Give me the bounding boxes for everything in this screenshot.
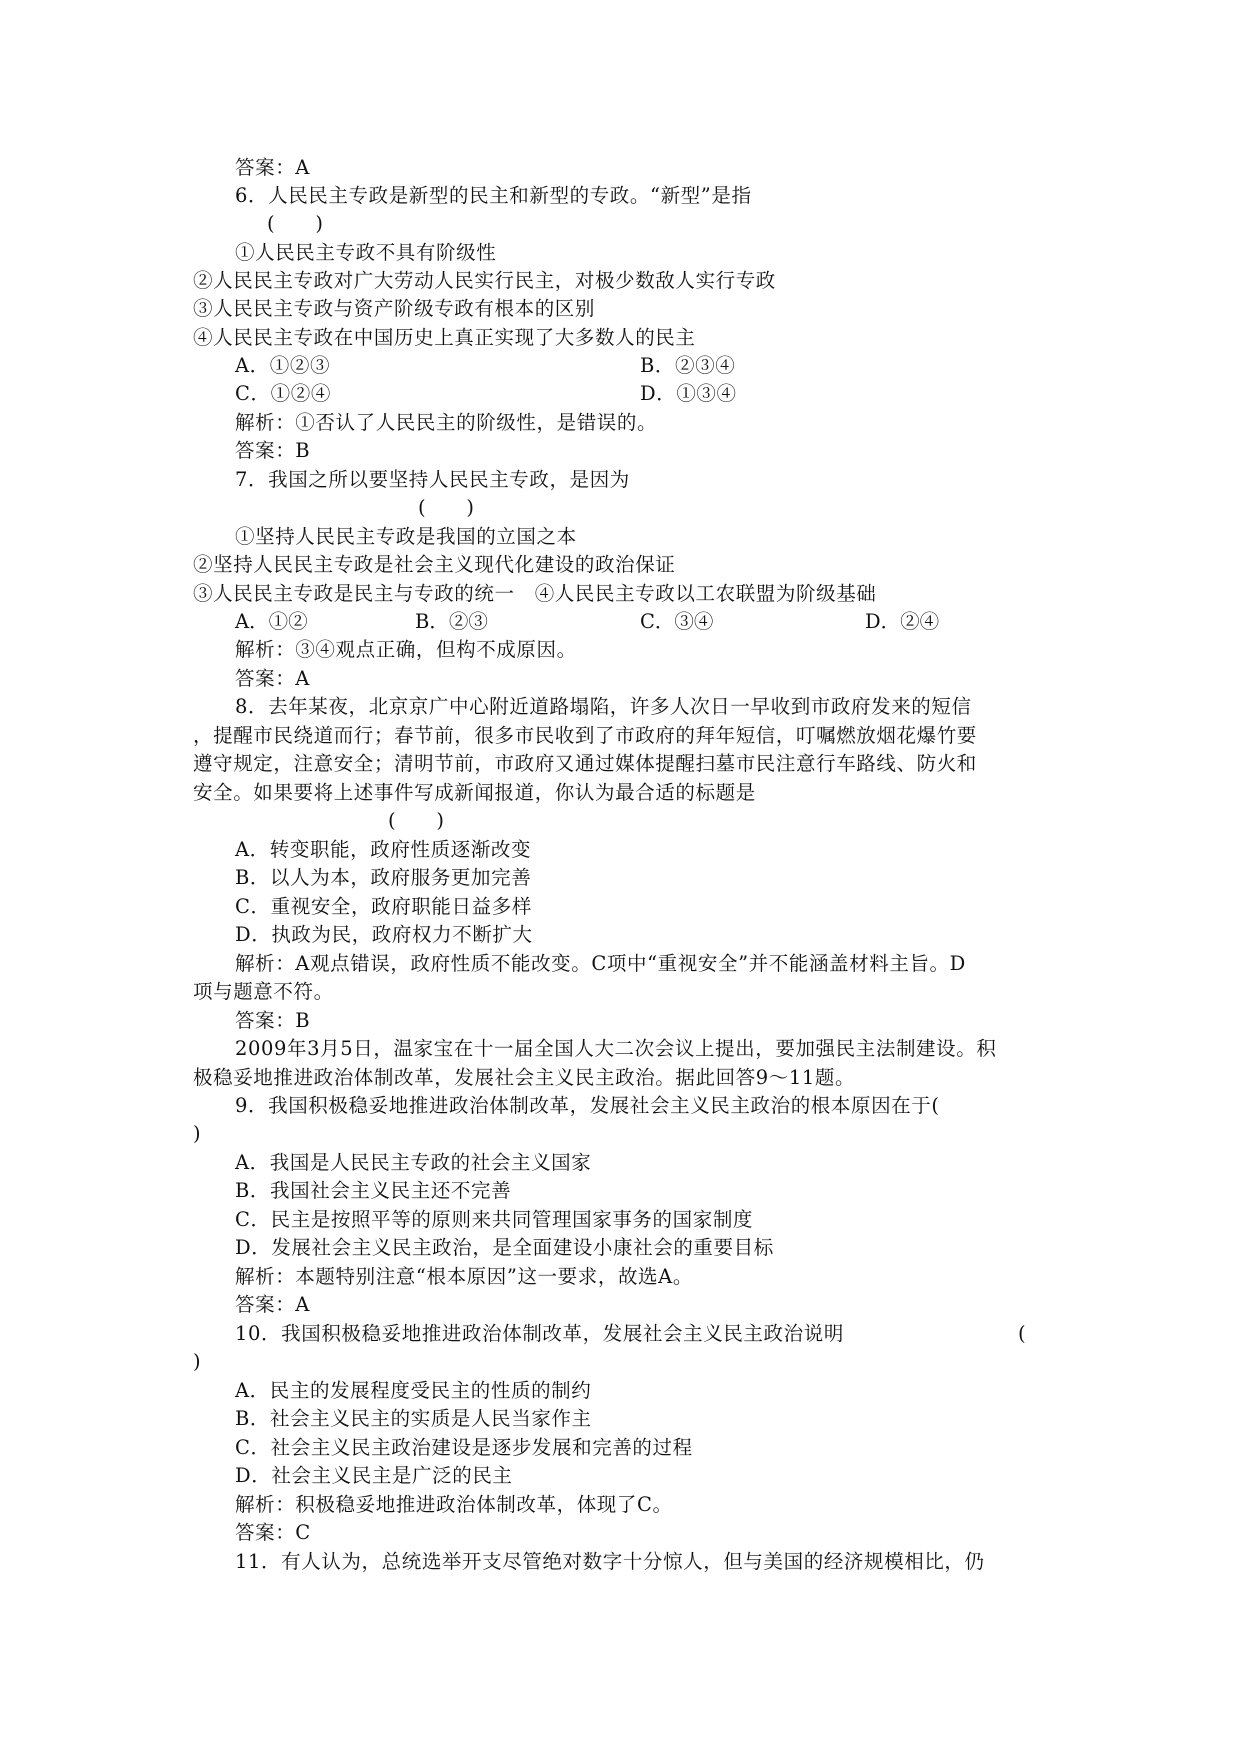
option-c: C．社会主义民主政治建设是逐步发展和完善的过程 (235, 1436, 693, 1459)
statement-item: ②坚持人民民主专政是社会主义现代化建设的政治保证 (193, 553, 676, 576)
analysis-line: 解析：①否认了人民民主的阶级性，是错误的。 (235, 411, 658, 434)
statement-item: ④人民民主专政在中国历史上真正实现了大多数人的民主 (193, 326, 696, 349)
option-d: D．社会主义民主是广泛的民主 (235, 1464, 513, 1487)
analysis-line-cont: 项与题意不符。 (193, 980, 334, 1003)
option-d: D．②④ (865, 610, 940, 633)
material-intro: 2009年3月5日，温家宝在十一届全国人大二次会议上提出，要加强民主法制建设。积 (235, 1037, 997, 1060)
option-b: B．②③ (415, 610, 488, 633)
analysis-line: 解析：A观点错误，政府性质不能改变。C项中“重视安全”并不能涵盖材料主旨。D (235, 952, 966, 975)
option-d: D．①③④ (640, 382, 737, 405)
statement-item: ②人民民主专政对广大劳动人民实行民主，对极少数敌人实行专政 (193, 269, 776, 292)
answer-blank: ) (193, 1122, 202, 1145)
question-8-cont: 安全。如果要将上述事件写成新闻报道，你认为最合适的标题是 (193, 781, 756, 804)
option-a: A．①② (235, 610, 308, 633)
answer-line: 答案：A (235, 156, 310, 179)
question-8: 8．去年某夜，北京京广中心附近道路塌陷，许多人次日一早收到市政府发来的短信 (235, 695, 972, 718)
statement-item: ③人民民主专政与资产阶级专政有根本的区别 (193, 297, 596, 320)
answer-line: 答案：B (235, 1009, 311, 1032)
answer-blank: ( ) (388, 809, 445, 832)
answer-blank-open: ( (1018, 1322, 1027, 1345)
answer-line: 答案：C (235, 1521, 311, 1544)
option-a: A．①②③ (235, 354, 331, 377)
question-10: 10．我国积极稳妥地推进政治体制改革，发展社会主义民主政治说明 (235, 1322, 844, 1345)
option-b: B．以人为本，政府服务更加完善 (235, 866, 532, 889)
question-6: 6．人民民主专政是新型的民主和新型的专政。“新型”是指 (235, 184, 752, 207)
analysis-line: 解析：积极稳妥地推进政治体制改革，体现了C。 (235, 1493, 673, 1516)
option-b: B．我国社会主义民主还不完善 (235, 1179, 512, 1202)
option-b: B．②③④ (640, 354, 736, 377)
option-a: A．民主的发展程度受民主的性质的制约 (235, 1379, 592, 1402)
option-c: C．重视安全，政府职能日益多样 (235, 895, 532, 918)
question-8-cont: ，提醒市民绕道而行；春节前，很多市民收到了市政府的拜年短信，叮嘱燃放烟花爆竹要 (193, 724, 977, 747)
question-9: 9．我国积极稳妥地推进政治体制改革，发展社会主义民主政治的根本原因在于( (235, 1094, 940, 1117)
material-intro-cont: 极稳妥地推进政治体制改革，发展社会主义民主政治。据此回答9～11题。 (193, 1066, 856, 1089)
analysis-line: 解析：③④观点正确，但构不成原因。 (235, 638, 577, 661)
option-c: C．①②④ (235, 382, 331, 405)
answer-line: 答案：A (235, 1293, 310, 1316)
answer-blank: ( ) (267, 212, 324, 235)
option-a: A．转变职能，政府性质逐渐改变 (235, 838, 532, 861)
statement-item: ③人民民主专政是民主与专政的统一 ④人民民主专政以工农联盟为阶级基础 (193, 582, 877, 605)
question-8-cont: 遵守规定，注意安全；清明节前，市政府又通过媒体提醒扫墓市民注意行车路线、防火和 (193, 752, 977, 775)
option-b: B．社会主义民主的实质是人民当家作主 (235, 1407, 592, 1430)
option-c: C．民主是按照平等的原则来共同管理国家事务的国家制度 (235, 1208, 754, 1231)
option-d: D．发展社会主义民主政治，是全面建设小康社会的重要目标 (235, 1236, 774, 1259)
answer-blank: ( ) (418, 496, 475, 519)
answer-line: 答案：A (235, 667, 310, 690)
question-11: 11．有人认为，总统选举开支尽管绝对数字十分惊人，但与美国的经济规模相比，仍 (235, 1550, 985, 1573)
option-c: C．③④ (640, 610, 714, 633)
question-7: 7．我国之所以要坚持人民民主专政，是因为 (235, 468, 630, 491)
analysis-line: 解析：本题特别注意“根本原因”这一要求，故选A。 (235, 1265, 693, 1288)
option-d: D．执政为民，政府权力不断扩大 (235, 923, 533, 946)
answer-blank-close: ) (193, 1350, 202, 1373)
statement-item: ①人民民主专政不具有阶级性 (235, 241, 497, 264)
option-a: A．我国是人民民主专政的社会主义国家 (235, 1151, 592, 1174)
statement-item: ①坚持人民民主专政是我国的立国之本 (235, 525, 577, 548)
answer-line: 答案：B (235, 439, 311, 462)
